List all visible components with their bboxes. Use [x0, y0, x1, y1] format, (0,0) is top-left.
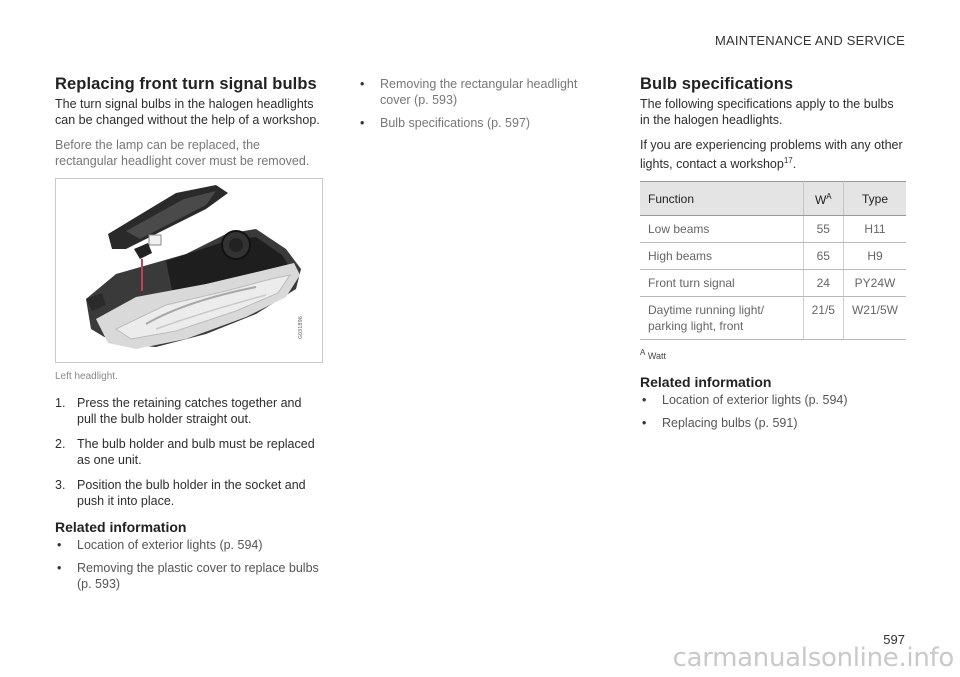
- related-link[interactable]: • Removing the rectangular headlight cover (p. 593): [360, 77, 578, 107]
- headlight-figure: [55, 178, 323, 363]
- step-item: 2. The bulb holder and bulb must be replaced as one unit.: [55, 437, 315, 467]
- related-info-heading: Related information: [640, 374, 772, 391]
- table-row: Low beams 55 H11: [640, 216, 906, 243]
- col-header-function: Function: [640, 182, 803, 216]
- related-link[interactable]: • Bulb specifications (p. 597): [360, 116, 531, 130]
- related-links: [55, 537, 323, 592]
- related-links-continued: [358, 76, 598, 131]
- related-link[interactable]: • Location of exterior lights (p. 594): [642, 393, 848, 408]
- watermark: carmanualsonline.info: [672, 643, 954, 673]
- headlight-illustration: [56, 179, 322, 362]
- step-item: 3. Position the bulb holder in the socket and push it into place.: [55, 478, 306, 508]
- table-footnote: $^A$ Watt: [640, 348, 667, 362]
- footnote-ref: 17: [783, 156, 793, 165]
- figure-caption: Left headlight.: [55, 371, 118, 382]
- step-item: 1. Press the retaining catches together and pull the bulb holder straight out.: [55, 396, 302, 426]
- col-header-watt: $W^A$: [803, 182, 843, 216]
- table-row: Front turn signal 24 PY24W: [640, 270, 906, 297]
- procedure-steps: [55, 395, 323, 509]
- related-link[interactable]: • Replacing bulbs (p. 591): [642, 416, 798, 431]
- table-row: Daytime running light/ parking light, front 21/5 W21/5W: [640, 297, 906, 340]
- related-link[interactable]: • Location of exterior lights (p. 594): [57, 538, 263, 552]
- prerequisite-note: Before the lamp can be replaced, the rectangular headlight cover must be removed.: [55, 138, 310, 168]
- section-title: Bulb specifications: [640, 75, 794, 93]
- col-header-type: Type: [843, 182, 906, 216]
- column-left: [55, 76, 323, 599]
- related-links: [640, 392, 906, 431]
- column-right: [640, 76, 906, 438]
- intro-text: The following specifications apply to the bulbs in the halogen headlights.: [640, 97, 894, 127]
- column-middle: [358, 76, 598, 138]
- table-row: High beams 65 H9: [640, 243, 906, 270]
- page-number: 597: [883, 632, 905, 647]
- section-title: Replacing front turn signal bulbs: [55, 75, 317, 93]
- running-header: MAINTENANCE AND SERVICE: [714, 33, 905, 48]
- workshop-note: If you are experiencing problems with any other lights, contact a workshop$^{17}$.: [640, 138, 903, 172]
- related-info-heading: Related information: [55, 519, 187, 535]
- intro-text: The turn signal bulbs in the halogen headlights can be changed without the help of a workshop.: [55, 97, 320, 127]
- figure-code: G031896: [298, 316, 304, 339]
- bulb-spec-table: [640, 181, 906, 340]
- related-link[interactable]: • Removing the plastic cover to replace bulbs (p. 593): [57, 561, 319, 591]
